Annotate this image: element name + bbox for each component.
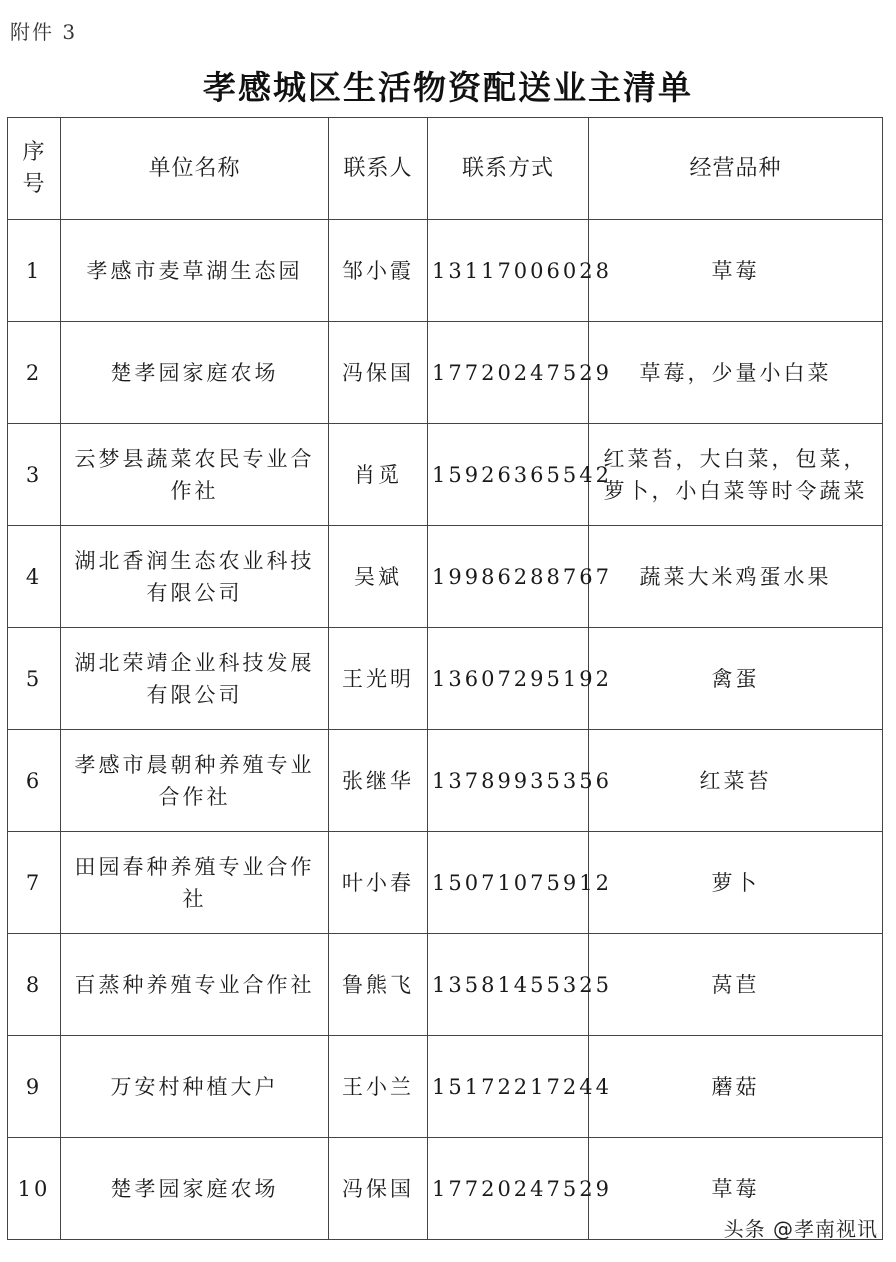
row-index: 10 (8, 1138, 61, 1240)
row-index: 9 (8, 1036, 61, 1138)
header-contact: 联系人 (329, 118, 428, 220)
attachment-label: 附件 3 (10, 20, 78, 44)
row-contact: 吴斌 (329, 526, 428, 628)
row-phone: 13607295192 (428, 628, 589, 730)
header-index: 序号 (8, 118, 61, 220)
row-phone: 13581455325 (428, 934, 589, 1036)
row-products: 禽蛋 (589, 628, 883, 730)
row-contact: 叶小春 (329, 832, 428, 934)
row-contact: 邹小霞 (329, 220, 428, 322)
row-contact: 肖觅 (329, 424, 428, 526)
row-products: 萝卜 (589, 832, 883, 934)
row-unit-name: 湖北香润生态农业科技有限公司 (61, 526, 329, 628)
row-products: 莴苣 (589, 934, 883, 1036)
row-index: 3 (8, 424, 61, 526)
table-row (8, 934, 883, 1036)
table-header-row (8, 118, 883, 220)
page-title: 孝感城区生活物资配送业主清单 (203, 68, 693, 107)
watermark: 头条 @孝南视讯 (723, 1217, 878, 1241)
row-index: 7 (8, 832, 61, 934)
row-index: 1 (8, 220, 61, 322)
header-products: 经营品种 (589, 118, 883, 220)
row-phone: 15926365542 (428, 424, 589, 526)
row-products: 红菜苔 (589, 730, 883, 832)
table-row (8, 1036, 883, 1138)
row-products: 蘑菇 (589, 1036, 883, 1138)
row-index: 8 (8, 934, 61, 1036)
row-unit-name: 楚孝园家庭农场 (61, 322, 329, 424)
row-contact: 王小兰 (329, 1036, 428, 1138)
row-products: 草莓，少量小白菜 (589, 322, 883, 424)
row-unit-name: 云梦县蔬菜农民专业合作社 (61, 424, 329, 526)
row-phone: 17720247529 (428, 1138, 589, 1240)
header-unit-name: 单位名称 (61, 118, 329, 220)
row-phone: 19986288767 (428, 526, 589, 628)
supplier-table (7, 117, 883, 1240)
row-unit-name: 湖北荣靖企业科技发展有限公司 (61, 628, 329, 730)
row-products: 草莓 (589, 220, 883, 322)
row-unit-name: 百蒸种养殖专业合作社 (61, 934, 329, 1036)
header-phone: 联系方式 (428, 118, 589, 220)
row-phone: 17720247529 (428, 322, 589, 424)
table-row (8, 730, 883, 832)
row-contact: 鲁熊飞 (329, 934, 428, 1036)
row-products: 蔬菜大米鸡蛋水果 (589, 526, 883, 628)
row-phone: 15172217244 (428, 1036, 589, 1138)
row-products: 红菜苔，大白菜，包菜，萝卜，小白菜等时令蔬菜 (589, 424, 883, 526)
table-row (8, 424, 883, 526)
row-contact: 冯保国 (329, 322, 428, 424)
row-unit-name: 孝感市麦草湖生态园 (61, 220, 329, 322)
row-unit-name: 万安村种植大户 (61, 1036, 329, 1138)
row-phone: 15071075912 (428, 832, 589, 934)
row-index: 5 (8, 628, 61, 730)
table-row (8, 220, 883, 322)
row-products: 草莓 (589, 1138, 883, 1240)
row-unit-name: 楚孝园家庭农场 (61, 1138, 329, 1240)
table-row (8, 628, 883, 730)
row-phone: 13789935356 (428, 730, 589, 832)
row-index: 2 (8, 322, 61, 424)
row-index: 6 (8, 730, 61, 832)
row-index: 4 (8, 526, 61, 628)
table-row (8, 832, 883, 934)
table-row (8, 322, 883, 424)
row-contact: 张继华 (329, 730, 428, 832)
row-contact: 冯保国 (329, 1138, 428, 1240)
row-contact: 王光明 (329, 628, 428, 730)
row-unit-name: 孝感市晨朝种养殖专业合作社 (61, 730, 329, 832)
row-phone: 13117006028 (428, 220, 589, 322)
table-row (8, 526, 883, 628)
row-unit-name: 田园春种养殖专业合作社 (61, 832, 329, 934)
